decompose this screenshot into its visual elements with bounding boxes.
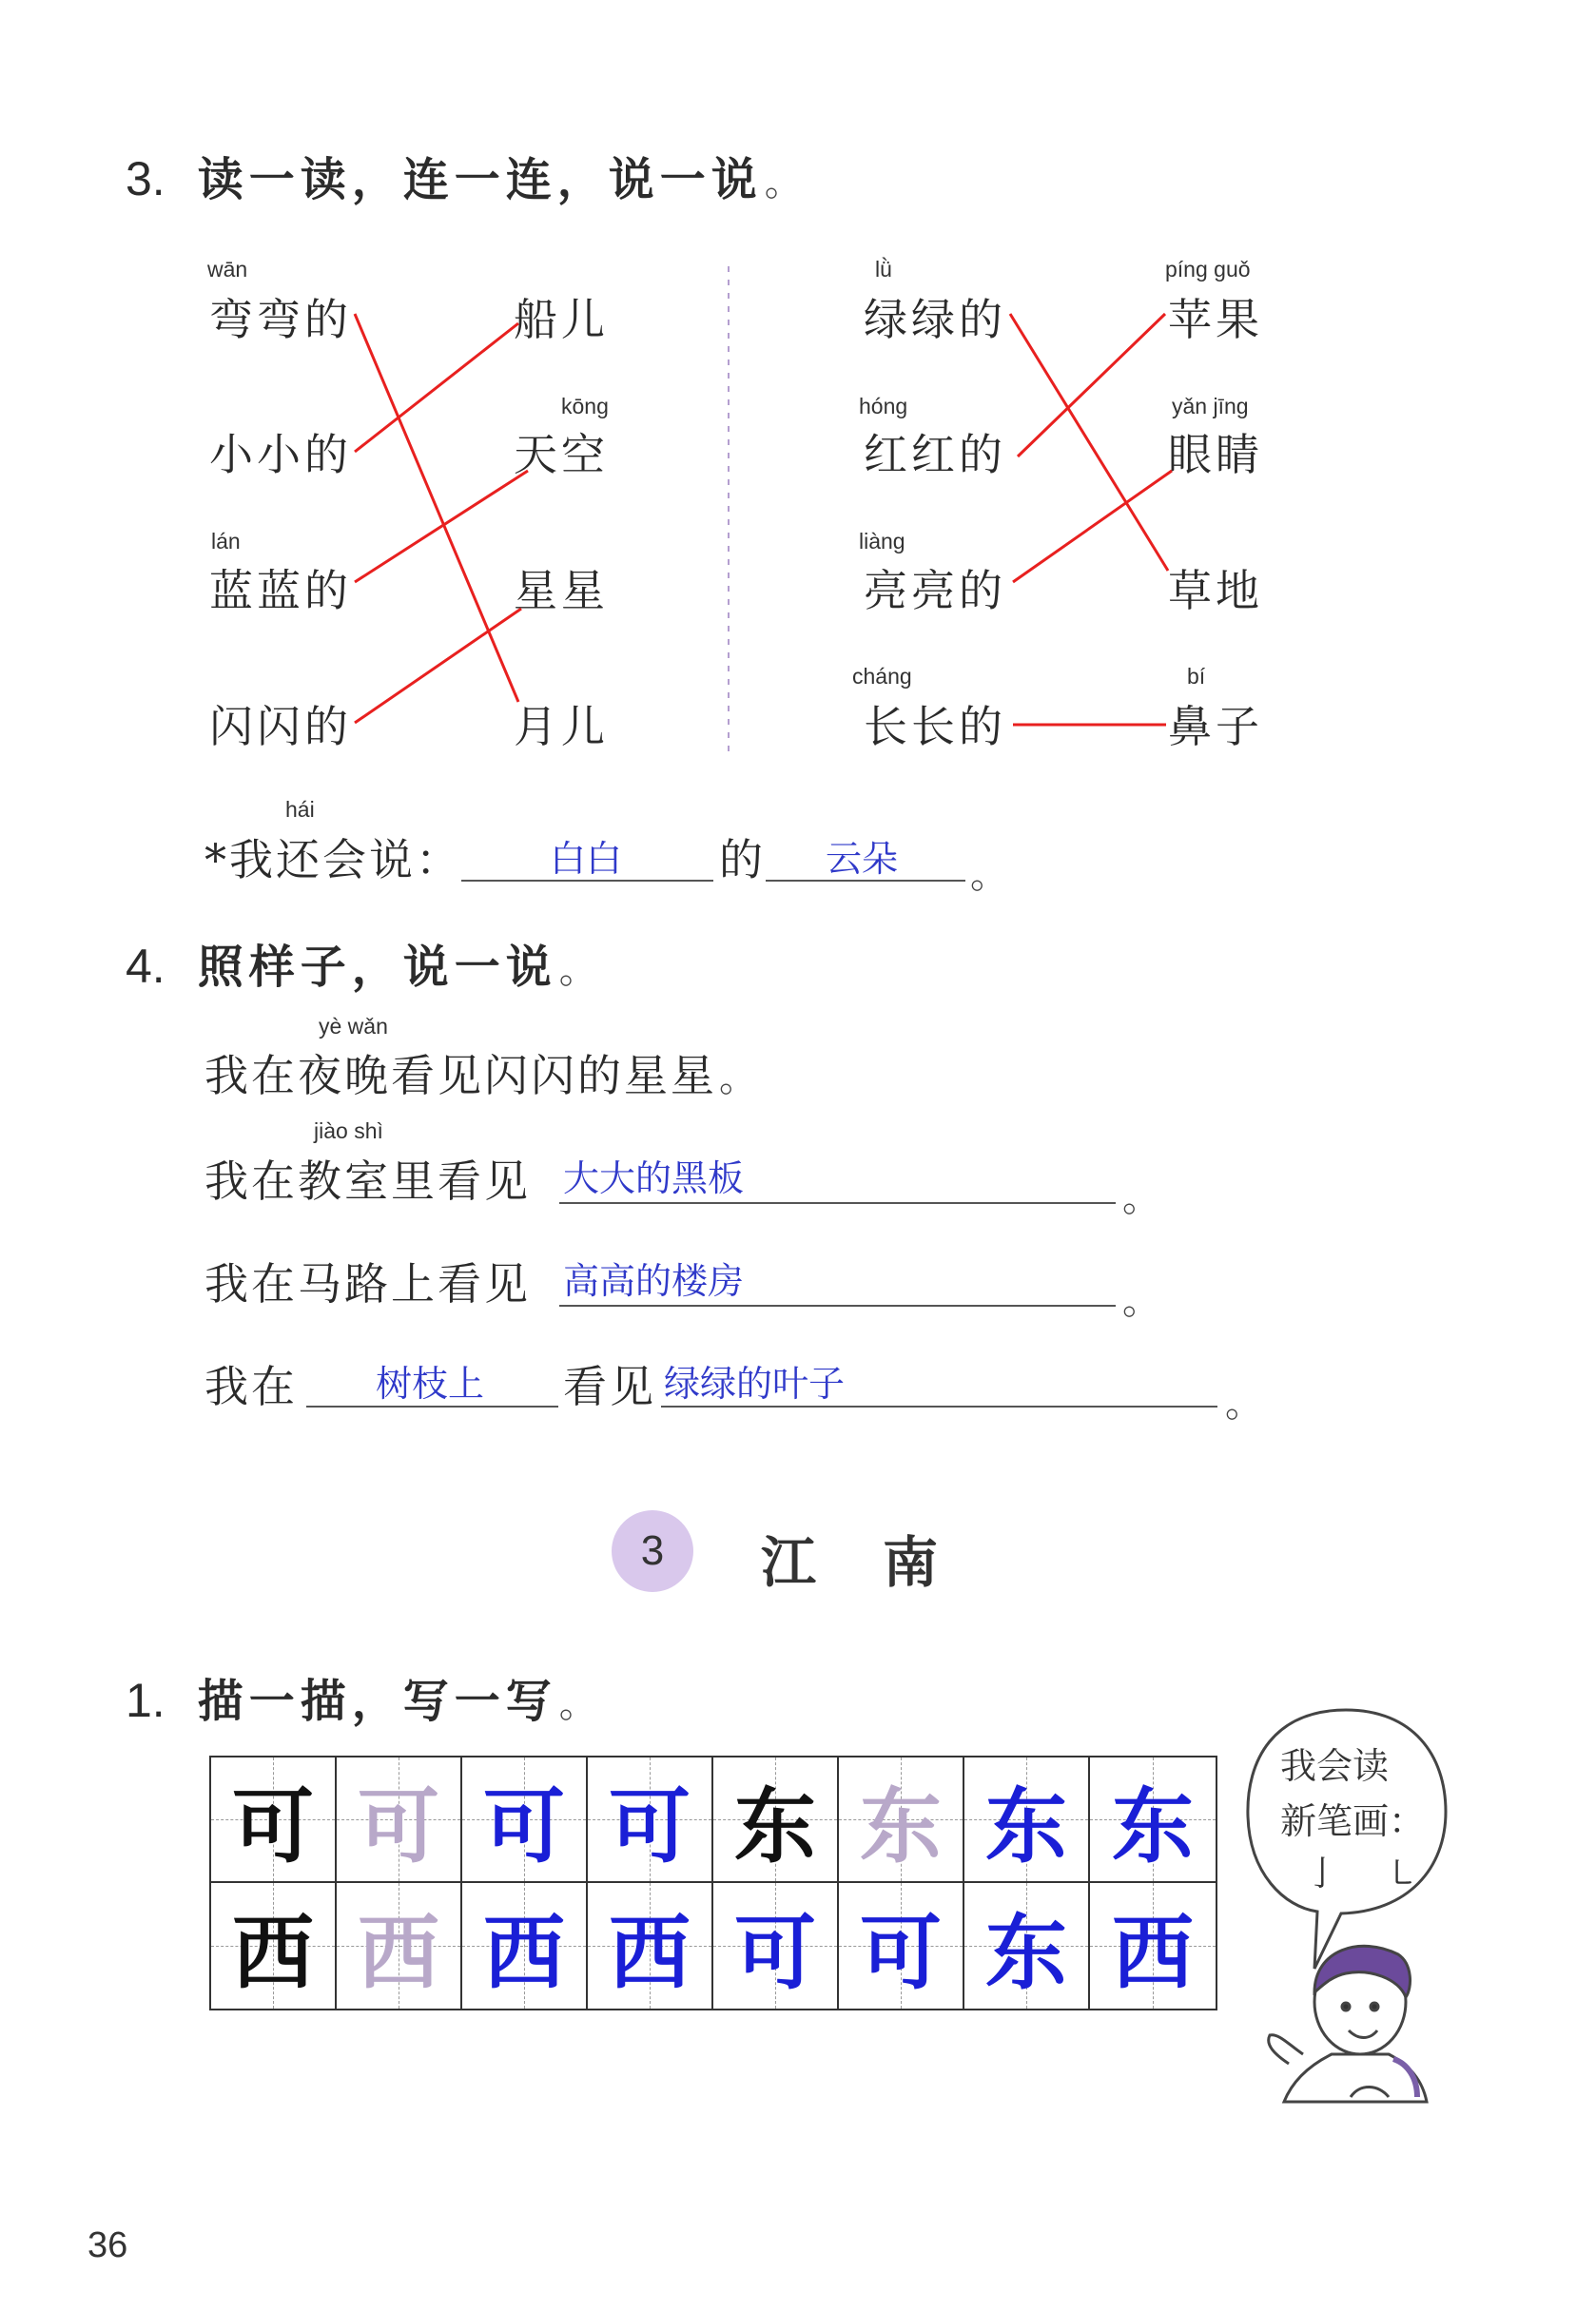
right-target-2: 草地 [1168,565,1263,616]
grid-cell[interactable]: 东 [964,1758,1090,1883]
left-target-3: 月儿 [514,701,609,752]
extra-end: 。 [970,854,1008,896]
q4-number: 4. [126,940,165,993]
right-target-pinyin-1: yǎn jīng [1172,394,1249,418]
right-target-pinyin-3: bí [1187,664,1206,689]
right-word-3: 长长的 [864,701,1006,752]
example-sentence: 我在夜晚看见闪闪的星星。 [204,1050,760,1101]
boy-character-icon [1255,1912,1446,2121]
line3-answer-1: 树枝上 [376,1363,485,1405]
grid-cell[interactable]: 可 [839,1883,964,2009]
extra-answer-1: 白白 [550,838,623,880]
line3-end: 。 [1225,1383,1263,1425]
line1-answer: 大大的黑板 [563,1157,745,1199]
q3-heading: 3. 读一读，连一连，说一说。 [126,152,808,206]
right-target-3: 鼻子 [1168,701,1263,752]
grid-cell[interactable]: 东 [713,1758,839,1883]
left-target-2: 星星 [514,565,609,616]
right-word-pinyin-0: lǜ [875,257,892,282]
grid-cell[interactable]: 西 [1090,1883,1216,2009]
grid-cell[interactable]: 东 [964,1883,1090,2009]
right-word-0: 绿绿的 [864,294,1006,345]
right-target-1: 眼睛 [1168,429,1263,480]
left-target-1: 天空 [514,429,609,480]
grid-cell[interactable]: 西 [211,1883,337,2009]
left-target-pinyin-1: kōng [561,394,609,418]
line3-prefix: 我在 [204,1361,298,1412]
example-pinyin: yè wǎn [319,1014,388,1039]
grid-cell[interactable]: 可 [588,1758,713,1883]
line1-blank[interactable] [559,1202,1116,1204]
grid-cell[interactable]: 东 [1090,1758,1216,1883]
right-word-2: 亮亮的 [864,565,1006,616]
q4-title: 照样子，说一说 [197,941,557,994]
q1-number: 1. [126,1674,165,1727]
grid-cell[interactable]: 可 [211,1758,337,1883]
line2-end: 。 [1122,1280,1160,1322]
right-word-pinyin-3: cháng [852,664,912,689]
grid-cell[interactable]: 可 [713,1883,839,2009]
left-word-2: 蓝蓝的 [209,565,352,616]
right-target-0: 苹果 [1168,294,1263,345]
match-line-liangliang-yanjing [1013,471,1172,582]
q3-title: 读一读，连一连，说一说 [197,153,763,206]
extra-answer-2: 云朵 [826,838,899,880]
grid-cell[interactable]: 可 [462,1758,588,1883]
line3-answer-2: 绿绿的叶子 [664,1363,846,1405]
right-word-1: 红红的 [864,429,1006,480]
lesson-number-badge: 3 [612,1510,693,1592]
q1-title: 描一描，写一写 [197,1675,557,1728]
left-word-0: 弯弯的 [209,294,352,345]
grid-cell[interactable]: 东 [839,1758,964,1883]
grid-cell[interactable]: 可 [337,1758,462,1883]
grid-cell[interactable]: 西 [462,1883,588,2009]
line2-prefix: 我在马路上看见 [204,1258,531,1310]
left-word-pinyin-2: lán [211,529,241,553]
grid-cell[interactable]: 西 [588,1883,713,2009]
q4-heading: 4. 照样子，说一说。 [126,940,603,994]
page-number: 36 [88,2225,128,2265]
writing-grid [209,1756,1217,2010]
match-line-shanshan-xingxing [355,609,521,723]
line2-answer: 高高的楼房 [563,1260,745,1302]
match-line-xiaoxiao-chuaner [355,323,518,452]
match-line-lanlan-tiankong [355,471,528,582]
lesson-title: 江 南 [761,1530,944,1595]
extra-middle: 的 [719,834,766,885]
left-word-3: 闪闪的 [209,701,352,752]
left-target-0: 船儿 [514,294,609,345]
q3-number: 3. [126,152,165,205]
bubble-strokes: 亅 ㇄ [1305,1855,1436,1893]
right-word-pinyin-1: hóng [859,394,908,418]
matching-lines [0,0,1596,818]
bubble-line-2: 新笔画： [1280,1800,1426,1842]
line1-pinyin: jiào shì [314,1118,383,1143]
extra-pinyin: hái [285,797,315,822]
right-target-pinyin-0: píng guǒ [1165,257,1251,282]
left-word-pinyin-0: wān [207,257,248,282]
right-word-pinyin-2: liàng [859,529,905,553]
extra-prefix: *我还会说： [204,834,462,885]
q1-heading: 1. 描一描，写一写。 [126,1674,603,1728]
line1-end: 。 [1122,1177,1160,1219]
match-line-wanwan-yuer [355,314,518,702]
match-line-hongong-pingguo [1018,314,1165,456]
left-word-1: 小小的 [209,429,352,480]
line1-prefix: 我在教室里看见 [204,1156,531,1207]
bubble-line-1: 我会读 [1280,1745,1390,1787]
grid-cell[interactable]: 西 [337,1883,462,2009]
line3-middle: 看见 [563,1361,656,1412]
line2-blank[interactable] [559,1305,1116,1307]
